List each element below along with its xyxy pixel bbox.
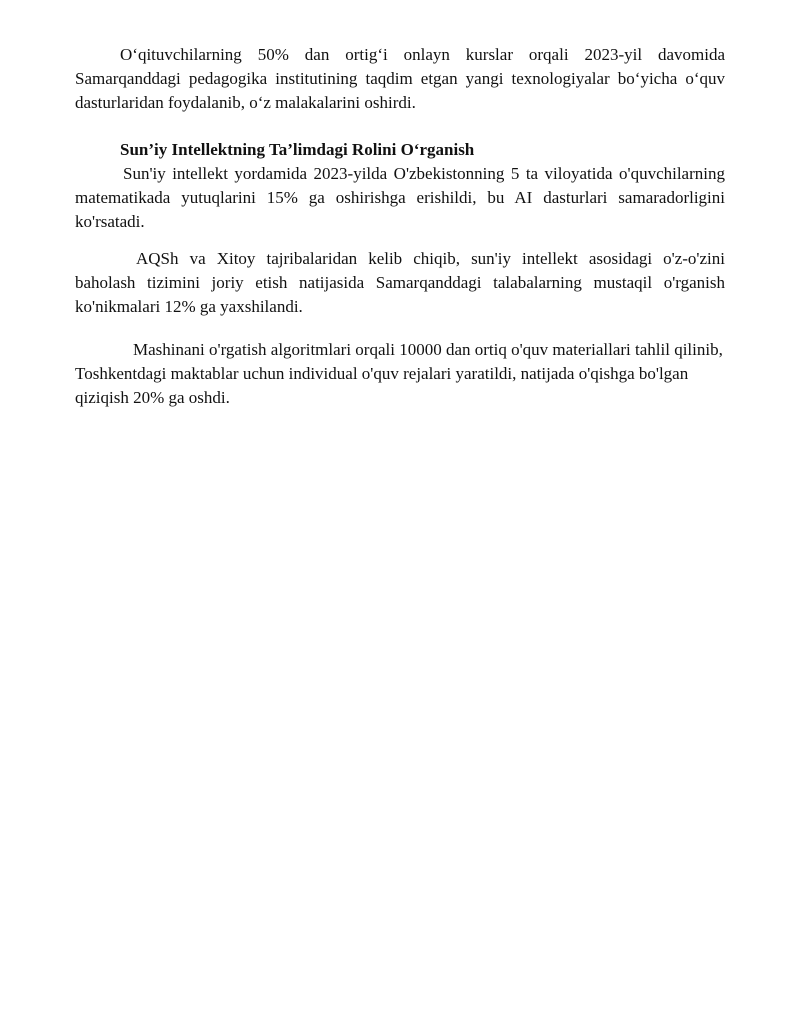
paragraph-machine-learning: Mashinani o'rgatish algoritmlari orqali 10000 dan ortiq o'quv materiallari tahlil qilinib, Toshkentdagi maktablar uchun individual o'quv rejalari yaratildi, natijada o'qishga bo'lgan qiziqish 20% ga oshdi. <box>75 340 723 407</box>
paragraph-teacher-training: O‘qituvchilarning 50% dan ortig‘i onlayn kurslar orqali 2023-yil davomida Samarqanddagi pedagogika institutining taqdim etgan yangi texnologiyalar bo‘yicha o‘quv dasturlaridan foydalanib, o‘z malakalarini oshirdi. <box>75 45 725 112</box>
section-heading: Sun’iy Intellektning Ta’limdagi Rolini O‘rganish <box>120 140 475 159</box>
paragraph-ai-math-results: Sun'iy intellekt yordamida 2023-yilda O'zbekistonning 5 ta viloyatida o'quvchilarning matematikada yutuqlarini 15% ga oshirishga erishildi, bu AI dasturlari samaradorligini ko'rsatadi. <box>75 164 725 231</box>
paragraph-self-assessment: AQSh va Xitoy tajribalaridan kelib chiqib, sun'iy intellekt asosidagi o'z-o'zini baholash tizimini joriy etish natijasida Samarqanddagi talabalarning mustaqil o'rganish ko'nikmalari 12% ga yaxshilandi. <box>75 249 725 316</box>
